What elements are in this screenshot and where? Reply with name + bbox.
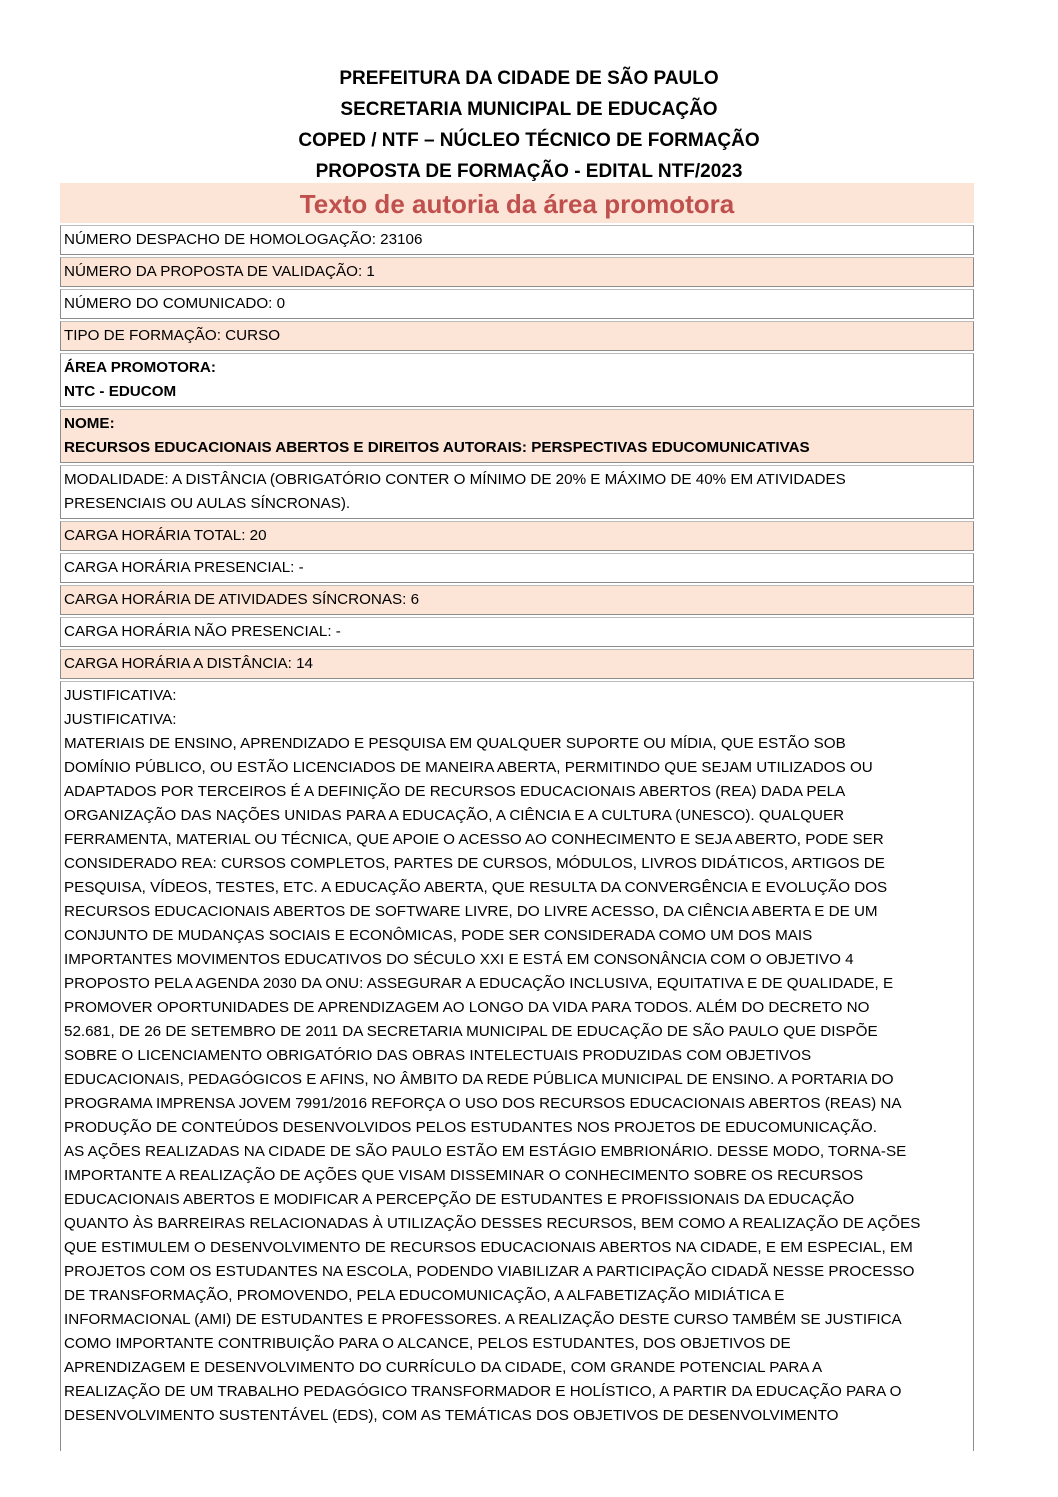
justificativa-line: REALIZAÇÃO DE UM TRABALHO PEDAGÓGICO TRANSFORMADOR E HOLÍSTICO, A PARTIR DA EDUCAÇÃO PARA O	[64, 1383, 902, 1400]
justificativa-line: DESENVOLVIMENTO SUSTENTÁVEL (EDS), COM AS TEMÁTICAS DOS OBJETIVOS DE DESENVOLVIMENTO	[64, 1407, 839, 1424]
justificativa-line: SOBRE O LICENCIAMENTO OBRIGATÓRIO DAS OBRAS INTELECTUAIS PRODUZIDAS COM OBJETIVOS	[64, 1047, 812, 1064]
document-title: PROPOSTA DE FORMAÇÃO - EDITAL NTF/2023	[315, 161, 743, 182]
justificativa-line: 52.681, DE 26 DE SETEMBRO DE 2011 DA SECRETARIA MUNICIPAL DE EDUCAÇÃO DE SÃO PAULO QUE DISPÕE	[64, 1023, 878, 1040]
justificativa-line: PESQUISA, VÍDEOS, TESTES, ETC. A EDUCAÇÃO ABERTA, QUE RESULTA DA CONVERGÊNCIA E EVOLUÇÃO DOS	[64, 879, 888, 896]
justificativa-line: PRODUÇÃO DE CONTEÚDOS DESENVOLVIDOS PELOS ESTUDANTES NOS PROJETOS DE EDUCOMUNICAÇÃO.	[64, 1119, 877, 1136]
justificativa-line: APRENDIZAGEM E DESENVOLVIMENTO DO CURRÍCULO DA CIDADE, COM GRANDE POTENCIAL PARA A	[64, 1359, 823, 1376]
justificativa-line: QUE ESTIMULEM O DESENVOLVIMENTO DE RECURSOS EDUCACIONAIS ABERTOS NA CIDADE, E EM ESPECIAL, EM	[64, 1239, 913, 1256]
justificativa-line: FERRAMENTA, MATERIAL OU TÉCNICA, QUE APOIE O ACESSO AO CONHECIMENTO E SEJA ABERTO, PODE SER	[64, 831, 884, 848]
justificativa-line: COMO IMPORTANTE CONTRIBUIÇÃO PARA O ALCANCE, PELOS ESTUDANTES, DOS OBJETIVOS DE	[64, 1335, 791, 1352]
form-fields	[60, 225, 974, 1453]
justificativa-line: PROJETOS COM OS ESTUDANTES NA ESCOLA, PODENDO VIABILIZAR A PARTICIPAÇÃO CIDADÃ NESSE PROCESSO	[64, 1263, 915, 1280]
justificativa-line: EDUCACIONAIS, PEDAGÓGICOS E AFINS, NO ÂMBITO DA REDE PÚBLICA MUNICIPAL DE ENSINO. A PORTARIA DO	[64, 1071, 894, 1088]
area-label: ÁREA PROMOTORA:	[64, 359, 216, 376]
justificativa-line: CONSIDERADO REA: CURSOS COMPLETOS, PARTES DE CURSOS, MÓDULOS, LIVROS DIDÁTICOS, ARTIGOS DE	[64, 855, 885, 872]
field-modalidade	[60, 465, 974, 519]
justificativa-line: ORGANIZAÇÃO DAS NAÇÕES UNIDAS PARA A EDUCAÇÃO, A CIÊNCIA E A CULTURA (UNESCO). QUALQUER	[64, 807, 845, 824]
justificativa-line: ADAPTADOS POR TERCEIROS É A DEFINIÇÃO DE RECURSOS EDUCACIONAIS ABERTOS (REA) DADA PELA	[64, 783, 846, 800]
header-secretaria: SECRETARIA MUNICIPAL DE EDUCAÇÃO	[340, 99, 718, 120]
field-validacao: NÚMERO DA PROPOSTA DE VALIDAÇÃO: 1	[60, 257, 974, 287]
field-ch-presencial: CARGA HORÁRIA PRESENCIAL: -	[60, 553, 974, 583]
field-area-promotora	[60, 353, 974, 407]
area-value: NTC - EDUCOM	[64, 383, 177, 400]
justificativa-line: CONJUNTO DE MUDANÇAS SOCIAIS E ECONÔMICAS, PODE SER CONSIDERADA COMO UM DOS MAIS	[64, 927, 813, 944]
justificativa-line: RECURSOS EDUCACIONAIS ABERTOS DE SOFTWARE LIVRE, DO LIVRE ACESSO, DA CIÊNCIA ABERTA E DE UM	[64, 903, 878, 920]
field-despacho: NÚMERO DESPACHO DE HOMOLOGAÇÃO: 23106	[60, 225, 974, 255]
modalidade-line: PRESENCIAIS OU AULAS SÍNCRONAS).	[64, 495, 351, 512]
justificativa-line: JUSTIFICATIVA:	[64, 711, 177, 728]
header-coped: COPED / NTF – NÚCLEO TÉCNICO DE FORMAÇÃO	[298, 130, 760, 151]
justificativa-line: DE TRANSFORMAÇÃO, PROMOVENDO, PELA EDUCOMUNICAÇÃO, A ALFABETIZAÇÃO MIDIÁTICA E	[64, 1287, 785, 1304]
field-ch-nao-presencial: CARGA HORÁRIA NÃO PRESENCIAL: -	[60, 617, 974, 647]
field-ch-distancia: CARGA HORÁRIA A DISTÂNCIA: 14	[60, 649, 974, 679]
header-prefeitura: PREFEITURA DA CIDADE DE SÃO PAULO	[339, 68, 719, 89]
subtitle-band	[60, 183, 974, 223]
justificativa-line: INFORMACIONAL (AMI) DE ESTUDANTES E PROFESSORES. A REALIZAÇÃO DESTE CURSO TAMBÉM SE JUSTIFICA	[64, 1311, 902, 1328]
nome-value: RECURSOS EDUCACIONAIS ABERTOS E DIREITOS AUTORAIS: PERSPECTIVAS EDUCOMUNICATIVAS	[64, 439, 810, 456]
field-comunicado: NÚMERO DO COMUNICADO: 0	[60, 289, 974, 319]
justificativa-line: MATERIAIS DE ENSINO, APRENDIZADO E PESQUISA EM QUALQUER SUPORTE OU MÍDIA, QUE ESTÃO SOB	[64, 735, 846, 752]
modalidade-line: MODALIDADE: A DISTÂNCIA (OBRIGATÓRIO CONTER O MÍNIMO DE 20% E MÁXIMO DE 40% EM ATIVIDADES	[64, 471, 846, 488]
justificativa-line: EDUCACIONAIS ABERTOS E MODIFICAR A PERCEPÇÃO DE ESTUDANTES E PROFISSIONAIS DA EDUCAÇÃO	[64, 1191, 855, 1208]
field-nome	[60, 409, 974, 463]
field-justificativa	[60, 681, 974, 1451]
justificativa-line: QUANTO ÀS BARREIRAS RELACIONADAS À UTILIZAÇÃO DESSES RECURSOS, BEM COMO A REALIZAÇÃO DE AÇÕES	[64, 1215, 921, 1232]
field-ch-sincronas: CARGA HORÁRIA DE ATIVIDADES SÍNCRONAS: 6	[60, 585, 974, 615]
justificativa-line: IMPORTANTE A REALIZAÇÃO DE AÇÕES QUE VISAM DISSEMINAR O CONHECIMENTO SOBRE OS RECURSOS	[64, 1167, 864, 1184]
justificativa-line: JUSTIFICATIVA:	[64, 687, 177, 704]
nome-label: NOME:	[64, 415, 115, 432]
subtitle: Texto de autoria da área promotora	[299, 189, 735, 219]
justificativa-line: PROGRAMA IMPRENSA JOVEM 7991/2016 REFORÇA O USO DOS RECURSOS EDUCACIONAIS ABERTOS (REAS) NA	[64, 1095, 902, 1112]
justificativa-line: AS AÇÕES REALIZADAS NA CIDADE DE SÃO PAULO ESTÃO EM ESTÁGIO EMBRIONÁRIO. DESSE MODO, TORNA-SE	[64, 1143, 907, 1160]
justificativa-line: PROPOSTO PELA AGENDA 2030 DA ONU: ASSEGURAR A EDUCAÇÃO INCLUSIVA, EQUITATIVA E DE QUALIDADE, E	[64, 975, 894, 992]
field-ch-total: CARGA HORÁRIA TOTAL: 20	[60, 521, 974, 551]
justificativa-line: IMPORTANTES MOVIMENTOS EDUCATIVOS DO SÉCULO XXI E ESTÁ EM CONSONÂNCIA COM O OBJETIVO 4	[64, 951, 854, 968]
justificativa-line: DOMÍNIO PÚBLICO, OU ESTÃO LICENCIADOS DE MANEIRA ABERTA, PERMITINDO QUE SEJAM UTILIZADOS OU	[64, 759, 873, 776]
field-tipo: TIPO DE FORMAÇÃO: CURSO	[60, 321, 974, 351]
justificativa-line: PROMOVER OPORTUNIDADES DE APRENDIZAGEM AO LONGO DA VIDA PARA TODOS. ALÉM DO DECRETO NO	[64, 999, 870, 1016]
